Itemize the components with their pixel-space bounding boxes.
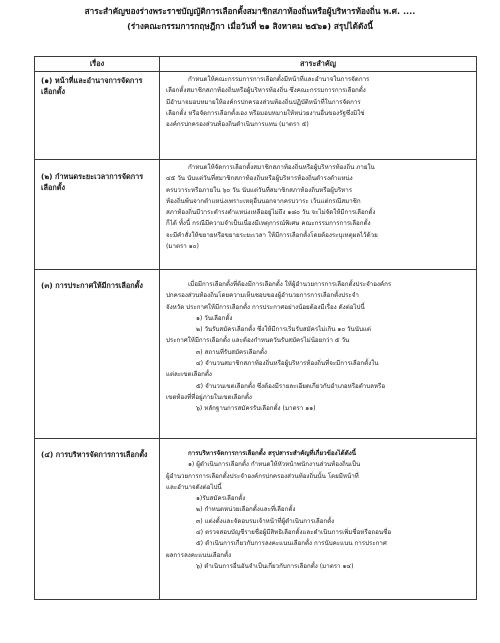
- summary-line: ๑) วันเลือกตั้ง: [196, 314, 233, 322]
- summary-line: ๕) ดำเนินการเกี่ยวกับการลงคะแนนเลือกตั้ง การนับคะแนน การประกาศ: [196, 540, 387, 548]
- table-row: [35, 72, 477, 160]
- summary-line: เลือกตั้ง หรือจัดการเลือกตั้งเอง หรือมอบหมายให้หน่วยงานอื่นของรัฐซึ่งมิใช่: [166, 109, 365, 117]
- summary-line: เขตท้องที่ที่อยู่ภายในเขตเลือกตั้ง: [166, 393, 252, 401]
- summary-line: จังหวัด ประกาศให้มีการเลือกตั้ง การประกาศอย่างน้อยต้องมีเรื่อง ดังต่อไปนี้: [166, 303, 365, 311]
- summary-line: ๔๕ วัน นับแต่วันที่สมาชิกสภาท้องถิ่นหรือผู้บริหารท้องถิ่นดำรงตำแหน่ง: [166, 175, 353, 183]
- row-summary: [160, 439, 476, 572]
- summary-line: และอำนาจดังต่อไปนี้: [166, 483, 222, 491]
- summary-line: แต่ละเขตเลือกตั้ง: [166, 371, 212, 379]
- summary-line: มีอำนาจมอบหมายให้องค์กรปกครองส่วนท้องถิ่นปฏิบัติหน้าที่ในการจัดการ: [166, 98, 361, 106]
- table-row: [35, 270, 477, 439]
- summary-line: ครบวาระหรือภายใน ๖๐ วัน นับแต่วันที่สมาชิกสภาท้องถิ่นหรือผู้บริหาร: [166, 186, 353, 194]
- row-topic: (๔) การบริหารจัดการการเลือกตั้ง: [41, 450, 148, 459]
- summary-line: ๔) จำนวนสมาชิกสภาท้องถิ่นหรือผู้บริหารท้องถิ่นที่จะมีการเลือกตั้งใน: [196, 360, 379, 368]
- summary-line: ๒) วันรับสมัครเลือกตั้ง ซึ่งให้มีการเริ่มรับสมัครไม่เกิน ๑๐ วันนับแต่: [196, 326, 371, 334]
- table-header-row: [35, 57, 477, 72]
- document-title-line2: (ร่างคณะกรรมการกฤษฎีกา เมื่อวันที่ ๒๑ สิงหาคม ๒๕๖๑) สรุปได้ดังนี้: [127, 21, 373, 31]
- summary-line: จะมีคำสั่งให้ขยายหรือขยายระยะเวลา ให้มีการเลือกตั้งโดยต้องระบุเหตุผลไว้ด้วย: [166, 231, 378, 239]
- table-row: [35, 160, 477, 270]
- summary-line: ๓) แต่งตั้งและจัดอบรมเจ้าหน้าที่ผู้ดำเนินการเลือกตั้ง: [196, 517, 335, 525]
- summary-line: ผลการลงคะแนนเลือกตั้ง: [166, 551, 232, 559]
- summary-line: องค์กรปกครองส่วนท้องถิ่นดำเนินการแทน (มาตรา ๕): [166, 121, 309, 129]
- row-summary: [160, 270, 476, 415]
- summary-line: กำหนดให้จัดการเลือกตั้งสมาชิกสภาท้องถิ่นหรือผู้บริหารท้องถิ่น ภายใน: [188, 164, 375, 171]
- summary-line: ๔) ตรวจสอบบัญชีรายชื่อผู้มีสิทธิเลือกตั้งและดำเนินการเพิ่มชื่อหรือถอนชื่อ: [196, 529, 392, 537]
- summary-line: ๖) ดำเนินการอื่นอันจำเป็นเกี่ยวกับการเลือกตั้ง (มาตรา ๑๔): [196, 562, 354, 570]
- summary-line: ผู้อำนวยการการเลือกตั้งประจำองค์กรปกครองส่วนท้องถิ่นนั้น โดยมีหน้าที่: [166, 472, 359, 480]
- table-row: [35, 439, 477, 600]
- row-topic: (๑) หน้าที่และอำนาจการจัดการเลือกตั้ง: [41, 76, 143, 96]
- summary-line: ๑)รับสมัครเลือกตั้ง: [196, 495, 246, 503]
- summary-table: [34, 56, 477, 600]
- summary-line: ท้องถิ่นพ้นจากตำแหน่งเพราะเหตุอื่นนอกจากครบวาระ เว้นแต่กรณีสมาชิก: [166, 197, 361, 205]
- document-title-line1: สาระสำคัญของร่างพระราชบัญญัติการเลือกตั้งสมาชิกสภาท้องถิ่นหรือผู้บริหารท้องถิ่น พ.ศ. ....: [84, 6, 416, 16]
- column-header-summary: สาระสำคัญ: [160, 57, 477, 72]
- summary-line: ๖) หลักฐานการสมัครรับเลือกตั้ง (มาตรา ๑๑): [196, 405, 316, 413]
- row-summary: [160, 72, 476, 130]
- summary-line: ประกาศให้มีการเลือกตั้ง และต้องกำหนดวันรับสมัครไม่น้อยกว่า ๕ วัน: [166, 337, 350, 345]
- row-topic: (๒) กำหนดระยะเวลาการจัดการเลือกตั้ง: [41, 172, 144, 192]
- summary-line: ๓) สถานที่รับสมัครเลือกตั้ง: [196, 348, 267, 356]
- summary-line: ๒) กำหนดหน่วยเลือกตั้งและที่เลือกตั้ง: [196, 506, 296, 514]
- summary-line: การบริหารจัดการการเลือกตั้ง สรุปสาระสำคัญที่เกี่ยวข้องได้ดังนี้: [188, 450, 356, 457]
- summary-line: สภาท้องถิ่นมีวาระดำรงตำแหน่งเหลืออยู่ไม่ถึง ๑๘๐ วัน จะไม่จัดให้มีการเลือกตั้ง: [166, 209, 376, 217]
- summary-line: กำหนดให้คณะกรรมการการเลือกตั้งมีหน้าที่และอำนาจในการจัดการ: [188, 76, 370, 83]
- row-summary: [160, 160, 476, 252]
- row-topic: (๓) การประกาศให้มีการเลือกตั้ง: [41, 281, 143, 290]
- summary-line: เมื่อมีการเลือกตั้งที่ต้องมีการเลือกตั้ง ให้ผู้อำนวยการการเลือกตั้งประจำองค์กร: [188, 281, 392, 288]
- summary-line: เลือกตั้งสมาชิกสภาท้องถิ่นหรือผู้บริหารท้องถิ่น ซึ่งคณะกรรมการการเลือกตั้ง: [166, 87, 366, 95]
- summary-line: ก็ได้ ทั้งนี้ กรณีมีความจำเป็นเนื่องมีเหตุการณ์พิเศษ คณะกรรมการการเลือกตั้ง: [166, 220, 371, 228]
- summary-line: ๑) ผู้ดำเนินการเลือกตั้ง กำหนดให้หัวหน้าพนักงานส่วนท้องถิ่นเป็น: [188, 461, 361, 469]
- column-header-topic: เรื่อง: [35, 57, 160, 72]
- summary-line: (มาตรา ๑๐): [166, 243, 199, 251]
- summary-line: ๕) จำนวนเขตเลือกตั้ง ซึ่งต้องมีรายละเอียดเกี่ยวกับอำเภอหรือตำบลหรือ: [196, 382, 386, 390]
- summary-line: ปกครองส่วนท้องถิ่นโดยความเห็นชอบของผู้อำนวยการการเลือกตั้งประจำ: [166, 292, 359, 300]
